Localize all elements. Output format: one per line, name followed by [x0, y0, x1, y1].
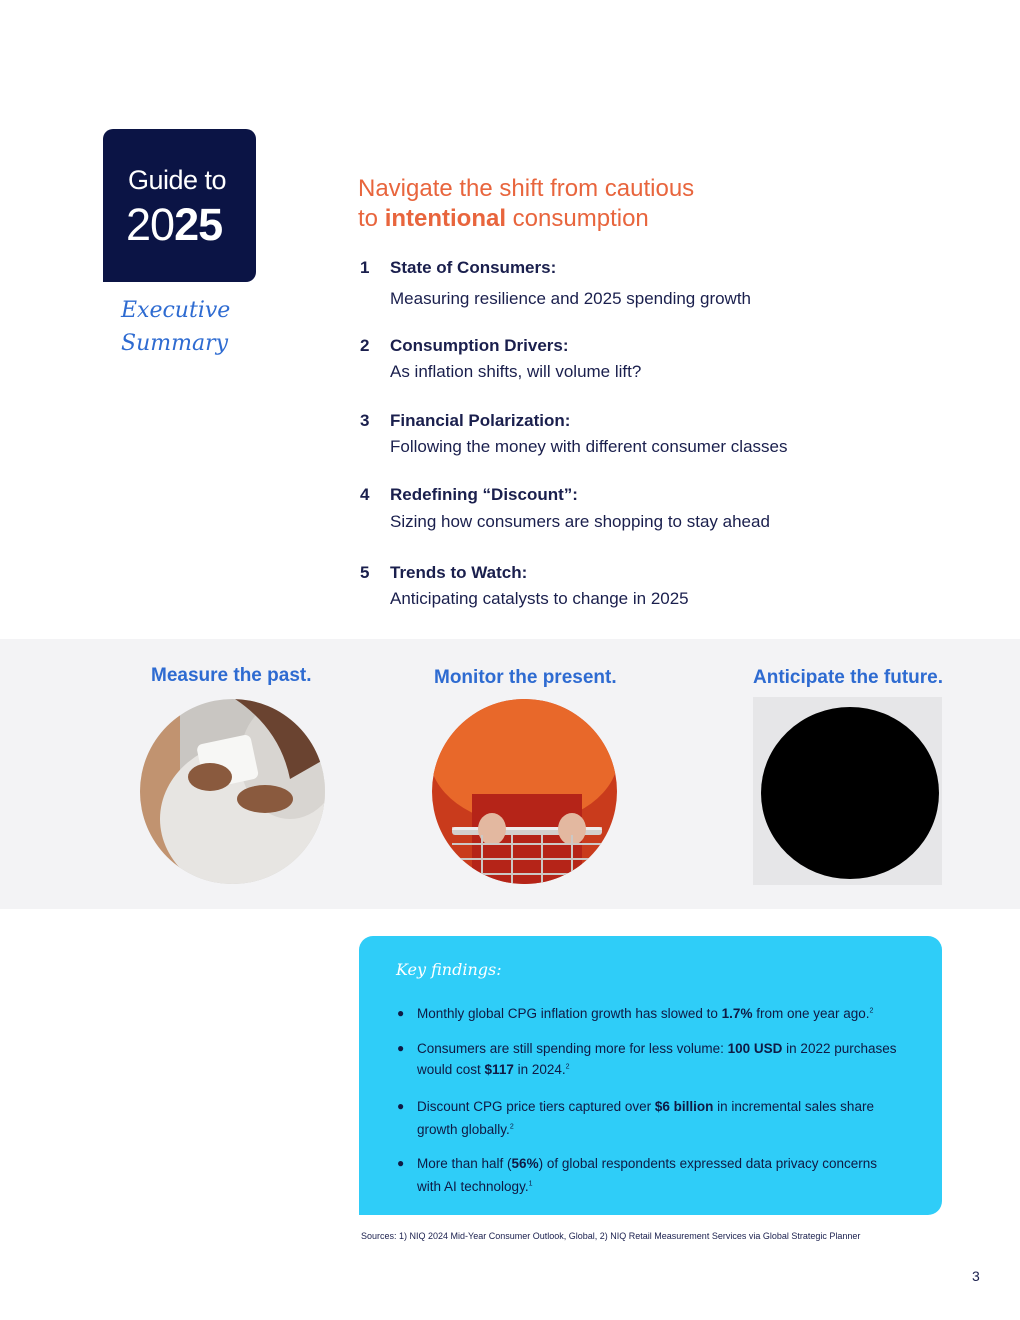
shopping-cart-illustration: [432, 699, 617, 884]
finding-text: in incremental sales share growth globally.: [417, 1099, 874, 1137]
finding-text: Consumers are still spending more for less volume:: [417, 1041, 728, 1056]
footnote-ref: 2: [509, 1123, 514, 1131]
key-findings-title: Key findings:: [396, 960, 502, 979]
section-label-line2: Summary: [121, 331, 229, 356]
badge-title: Guide to: [128, 165, 227, 195]
bullet-icon: ●: [397, 1156, 405, 1170]
shopping-cart-photo: [432, 699, 617, 884]
headline-prefix: to: [358, 205, 385, 232]
toc-number: 1: [360, 258, 370, 277]
badge-year-light: 20: [126, 199, 175, 250]
headline-line1: Navigate the shift from cautious: [358, 175, 695, 202]
finding-text: ) of global respondents expressed data privacy concerns with AI technology.: [417, 1156, 878, 1194]
toc-title: Consumption Drivers:: [390, 336, 569, 355]
toc-title: Financial Polarization:: [390, 411, 571, 430]
toc-title: Trends to Watch:: [390, 563, 528, 582]
toc-number: 2: [360, 336, 370, 355]
toc-description: Sizing how consumers are shopping to stay ahead: [390, 512, 770, 531]
receipt-photo: [140, 699, 325, 884]
sources-footnote: Sources: 1) NIQ 2024 Mid-Year Consumer Outlook, Global, 2) NIQ Retail Measurement Services via Global Strategic Planner: [361, 1231, 861, 1241]
toc-number: 4: [360, 485, 370, 504]
footnote-ref: 1: [528, 1180, 533, 1188]
key-findings-panel: [359, 936, 942, 1215]
finding-item: [397, 1095, 897, 1141]
bullet-icon: ●: [397, 1041, 405, 1055]
finding-stat: 100 USD: [727, 1041, 783, 1056]
bullet-icon: ●: [397, 1099, 405, 1113]
headline-line2: [358, 204, 918, 234]
pillar-title-future: Anticipate the future.: [753, 667, 944, 688]
toc-description: As inflation shifts, will volume lift?: [390, 362, 642, 381]
headline-suffix: consumption: [506, 205, 649, 232]
pillar-title-past: Measure the past.: [151, 665, 312, 686]
pillar-title-present: Monitor the present.: [434, 667, 617, 688]
section-label: [121, 294, 301, 360]
blurred-circle-image: [753, 697, 942, 885]
toc-description: Following the money with different consumer classes: [390, 437, 788, 456]
finding-stat: $117: [484, 1062, 514, 1077]
finding-text: More than half (: [417, 1156, 512, 1171]
bullet-icon: ●: [397, 1006, 405, 1020]
toc-number: 5: [360, 563, 370, 582]
guide-badge: [103, 129, 256, 282]
section-label-line1: Executive: [121, 298, 231, 323]
toc-title: State of Consumers:: [390, 258, 557, 277]
finding-text: in 2022 purchases would cost: [417, 1041, 897, 1077]
footnote-ref: 2: [565, 1063, 570, 1071]
receipt-photo-illustration: [140, 699, 325, 884]
badge-year: [126, 199, 222, 251]
finding-item: [397, 1038, 897, 1080]
toc-description: Measuring resilience and 2025 spending growth: [390, 289, 752, 308]
footnote-ref: 2: [869, 1007, 874, 1015]
finding-text: from one year ago.: [752, 1006, 870, 1021]
headline-emphasis: intentional: [384, 205, 507, 232]
badge-year-bold: 25: [174, 199, 223, 250]
toc-title: Redefining “Discount”:: [390, 485, 578, 504]
finding-text: Discount CPG price tiers captured over: [417, 1099, 655, 1114]
finding-item: [397, 1152, 897, 1198]
finding-text: in 2024.: [513, 1062, 566, 1077]
finding-stat: 1.7%: [721, 1006, 753, 1021]
page-number: 3: [972, 1268, 980, 1284]
finding-stat: $6 billion: [654, 1099, 714, 1114]
page-headline: [358, 174, 918, 234]
blurred-circle: [761, 707, 939, 879]
toc-number: 3: [360, 411, 370, 430]
finding-text: Monthly global CPG inflation growth has slowed to: [417, 1006, 722, 1021]
finding-stat: 56%: [511, 1156, 539, 1171]
toc-description: Anticipating catalysts to change in 2025: [390, 589, 689, 608]
finding-item: [397, 1003, 897, 1024]
